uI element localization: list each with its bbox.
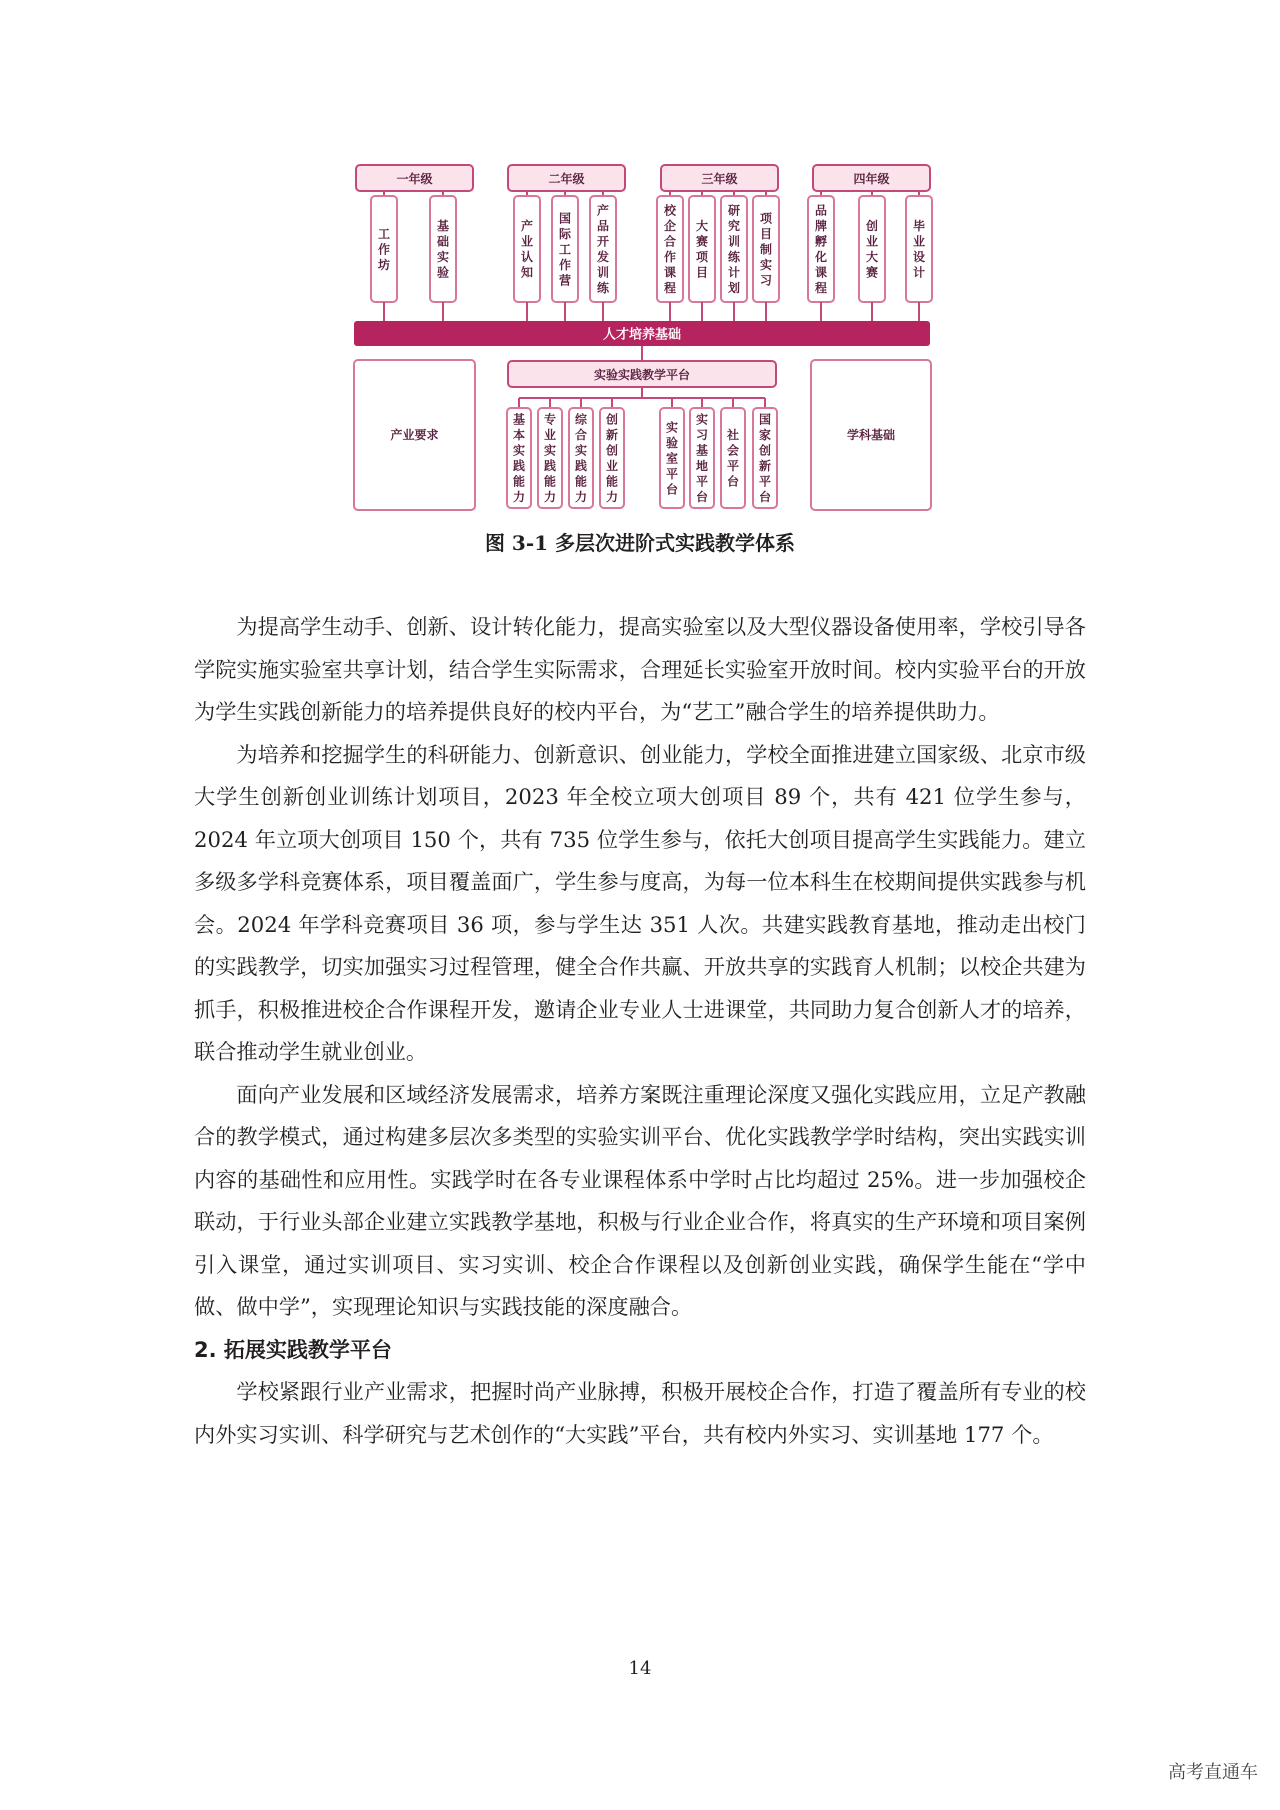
grade-item (590, 191, 616, 322)
platform-item-label: 专业实践能力 (543, 412, 557, 504)
grade-item-label: 校企合作课程 (663, 203, 677, 295)
platform-item (753, 398, 777, 508)
grade-label: 三年级 (701, 172, 738, 186)
platform-item-label: 创新创业能力 (605, 412, 619, 504)
platform-item (660, 398, 684, 508)
grade-header (661, 165, 778, 191)
platform-item-label: 基本实践能力 (512, 412, 526, 504)
grade-item (859, 191, 885, 322)
platform-item-label: 实验室平台 (665, 420, 679, 497)
grade-levels (356, 165, 932, 322)
discipline-foundation-box (811, 360, 931, 510)
section-heading: 2. 拓展实践教学平台 (194, 1337, 392, 1362)
grade-label: 一年级 (396, 172, 433, 186)
platform-item (569, 398, 593, 508)
platform-item-label: 国家创新平台 (758, 412, 772, 504)
grade-item-label: 产品开发训练 (596, 203, 610, 295)
platform-item (538, 398, 562, 508)
platform-layer (354, 346, 931, 510)
grade-item (753, 191, 779, 322)
grade-item (808, 191, 834, 322)
platform-item (690, 398, 714, 508)
industry-requirement-box (354, 360, 475, 510)
center-bar-label: 人才培养基础 (602, 327, 682, 343)
grade-item (657, 191, 683, 322)
grade-item-label: 国际工作营 (558, 211, 572, 288)
grade-header (508, 165, 625, 191)
body-text (194, 606, 1086, 1456)
platform-item-label: 实习基地平台 (695, 412, 709, 504)
paragraph: 面向产业发展和区域经济发展需求，培养方案既注重理论深度又强化实践应用，立足产教融合的教学模式，通过构建多层次多类型的实验实训平台、优化实践教学学时结构，突出实践实训内容的基础性和应用性。实践学时在各专业课程体系中学时占比均超过 25%。进一步加强校企联动，于行业头部企业建立实践教学基地，积极与行业企业合作，将真实的生产环境和项目案例引入课堂，通过实训项目、实习实训、校企合作课程以及创新创业实践，确保学生能在“学中做、做中学”，实现理论知识与实践技能的深度融合。 (194, 1081, 1086, 1319)
box-label: 产业要求 (390, 428, 439, 442)
grade-item (689, 191, 715, 322)
platform-item (721, 398, 745, 508)
grade-label: 二年级 (548, 172, 585, 186)
platform-header (508, 346, 776, 387)
box-label: 学科基础 (846, 428, 896, 442)
grade-item-label: 基础实验 (436, 219, 450, 280)
grade-item-label: 研究训练计划 (727, 203, 741, 295)
paragraph: 学校紧跟行业产业需求，把握时尚产业脉搏，积极开展校企合作，打造了覆盖所有专业的校内外实习实训、科学研究与艺术创作的“大实践”平台，共有校内外实习、实训基地 177 个。 (194, 1379, 1086, 1447)
platform-item (507, 398, 531, 508)
grade-item-label: 大赛项目 (695, 219, 709, 280)
page-number: 14 (628, 1658, 652, 1679)
platform-item-label: 综合实践能力 (574, 412, 588, 504)
platform-item-label: 社会平台 (726, 428, 740, 489)
practice-teaching-system-diagram (0, 0, 1280, 520)
grade-item (721, 191, 747, 322)
grade-item (552, 191, 578, 322)
grade-item-label: 毕业设计 (912, 219, 926, 280)
grade-header (813, 165, 930, 191)
grade-item (371, 191, 397, 322)
platform-label: 实验实践教学平台 (593, 368, 691, 382)
paragraph: 为培养和挖掘学生的科研能力、创新意识、创业能力，学校全面推进建立国家级、北京市级大学生创新创业训练计划项目，2023 年全校立项大创项目 89 个，共有 421 位学生参与，2024 年立项大创项目 150 个，共有 735 位学生参与，依托大创项目提高学生实践能力。建立多级多学科竞赛体系，项目覆盖面广，学生参与度高，为每一位本科生在校期间提供实践参与机会。2024 年学科竞赛项目 36 项，参与学生达 351 人次。共建实践教育基地，推动走出校门的实践教学，切实加强实习过程管理，健全合作共赢、开放共享的实践育人机制；以校企共建为抓手，积极推进校企合作课程开发，邀请企业专业人士进课堂，共同助力复合创新人才的培养，联合推动学生就业创业。 (194, 741, 1086, 1064)
grade-item-label: 产业认知 (520, 219, 534, 280)
grade-header (356, 165, 473, 191)
grade-item (906, 191, 932, 322)
figure-caption: 图 3-1 多层次进阶式实践教学体系 (484, 531, 796, 555)
grade-item (514, 191, 540, 322)
grade-item-label: 品牌孵化课程 (814, 203, 828, 295)
grade-item-label: 项目制实习 (759, 211, 773, 288)
grade-item-label: 工作坊 (377, 226, 391, 272)
paragraph: 为提高学生动手、创新、设计转化能力，提高实验室以及大型仪器设备使用率，学校引导各学院实施实验室共享计划，结合学生实际需求，合理延长实验室开放时间。校内实验平台的开放为学生实践创新能力的培养提供良好的校内平台，为“艺工”融合学生的培养提供助力。 (194, 614, 1086, 724)
grade-label: 四年级 (853, 172, 890, 186)
platform-item (600, 398, 624, 508)
talent-foundation-bar (354, 321, 930, 346)
grade-item (430, 191, 456, 322)
grade-item-label: 创业大赛 (865, 219, 879, 280)
watermark: 高考直通车 (1168, 1762, 1258, 1783)
